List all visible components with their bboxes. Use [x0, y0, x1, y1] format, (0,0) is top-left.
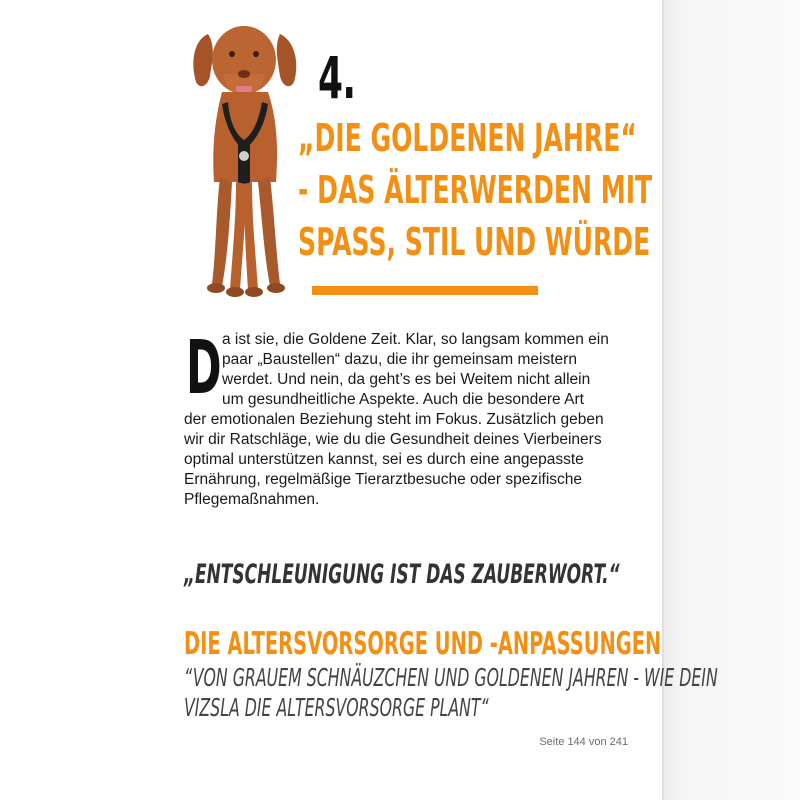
intro-line-4: um gesundheitliche Aspekte. Auch die besondere Art — [222, 391, 584, 408]
drop-cap: D — [186, 325, 222, 411]
intro-line-1: a ist sie, die Goldene Zeit. Klar, so langsam kommen ein — [222, 331, 609, 348]
chapter-title-line-2: - DAS ÄLTERWERDEN MIT — [298, 168, 653, 212]
intro-line-5: der emotionalen Beziehung steht im Fokus. Zusätzlich geben — [184, 411, 604, 428]
section-subheading-line-2: VIZSLA DIE ALTERSVORSORGE PLANT“ — [184, 693, 489, 722]
chapter-number: 4. — [318, 44, 356, 112]
section-heading: DIE ALTERSVORSORGE UND -ANPASSUNGEN — [184, 626, 662, 662]
intro-line-7: optimal unterstützen kannst, sei es durch eine angepasste — [184, 451, 584, 468]
page-number: Seite 144 von 241 — [539, 736, 628, 748]
intro-line-3: werdet. Und nein, da geht’s es bei Weitem nicht allein — [222, 371, 591, 388]
intro-line-8: Ernährung, regelmäßige Tierarztbesuche oder spezifische — [184, 471, 583, 488]
intro-line-2: paar „Baustellen“ dazu, die ihr gemeinsam meistern — [222, 351, 577, 368]
section-subheading-line-1: “VON GRAUEM SCHNÄUZCHEN UND GOLDENEN JAHREN - WIE DEIN — [184, 663, 718, 692]
intro-line-9: Pflegemaßnahmen. — [184, 491, 320, 508]
title-underline-bar — [312, 286, 538, 295]
intro-line-6: wir dir Ratschläge, wie du die Gesundheit deines Vierbeiners — [184, 431, 602, 448]
vizsla-dog-icon — [186, 22, 306, 304]
chapter-title-line-3: SPASS, STIL UND WÜRDE — [298, 220, 651, 264]
chapter-title-line-1: „DIE GOLDENEN JAHRE“ — [298, 116, 637, 160]
pull-quote: „ENTSCHLEUNIGUNG IST DAS ZAUBERWORT.“ — [184, 559, 620, 590]
